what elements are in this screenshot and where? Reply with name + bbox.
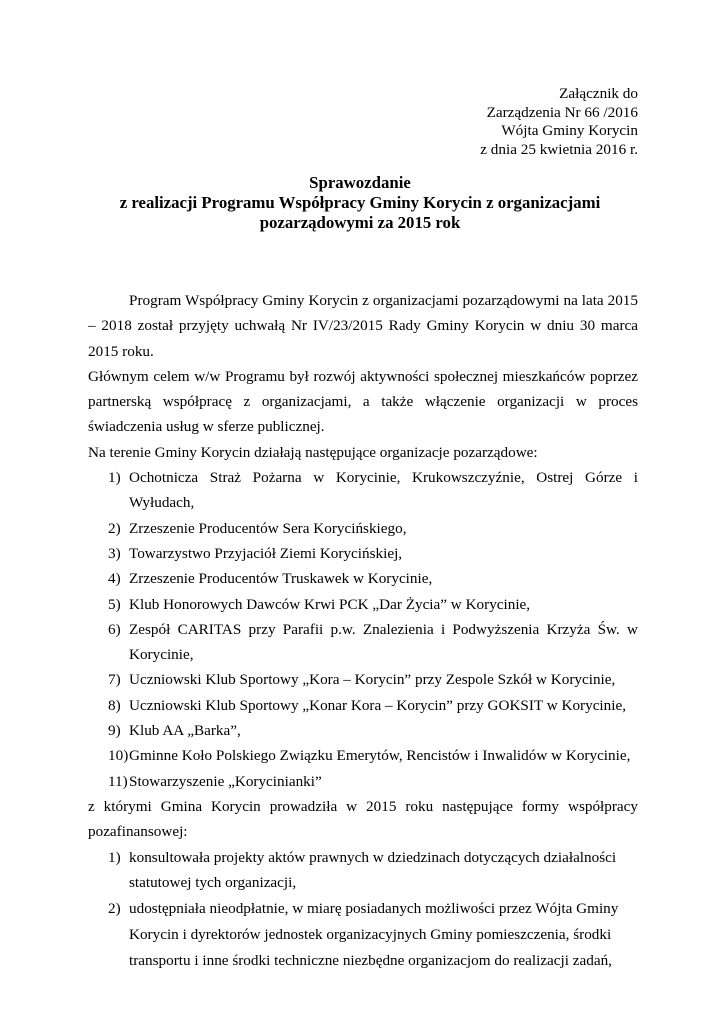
list-item	[88, 896, 638, 973]
list-item-text: Stowarzyszenie „Korycinianki”	[129, 772, 322, 790]
list-item	[88, 743, 638, 768]
attachment-line-2: Zarządzenia Nr 66 /2016	[486, 103, 638, 121]
forms-intro-paragraph: z którymi Gmina Korycin prowadziła w 2015 roku następujące formy współpracy pozafinansowej:	[88, 797, 638, 841]
cooperation-forms-list	[88, 845, 638, 974]
list-item-line: konsultowała projekty aktów prawnych w dziedzinach dotyczących działalności	[129, 848, 617, 866]
list-item-number: 9)	[108, 722, 121, 740]
document-title	[100, 173, 620, 233]
list-item	[88, 516, 638, 541]
intro-paragraph: Program Współpracy Gminy Korycin z organizacjami pozarządowymi na lata 2015 – 2018 został przyjęty uchwałą Nr IV/23/2015 Rady Gminy Korycin w dniu 30 marca 2015 roku.	[88, 292, 638, 360]
list-item-number: 1)	[108, 469, 121, 487]
list-item-text: Klub AA „Barka”,	[129, 722, 241, 740]
list-item-number: 3)	[108, 544, 121, 562]
attachment-line-4: z dnia 25 kwietnia 2016 r.	[480, 140, 638, 158]
list-item-line: udostępniała nieodpłatnie, w miarę posiadanych możliwości przez Wójta Gminy	[129, 900, 619, 918]
list-item-text: Klub Honorowych Dawców Krwi PCK „Dar Życia” w Korycinie,	[129, 595, 531, 613]
list-item	[88, 718, 638, 743]
list-item-number: 5)	[108, 595, 121, 613]
attachment-note	[338, 85, 638, 159]
attachment-line-1: Załącznik do	[559, 85, 638, 102]
title-line-1: Sprawozdanie	[309, 173, 411, 192]
goal-paragraph: Głównym celem w/w Programu był rozwój aktywności społecznej mieszkańców poprzez partnerską współpracę z organizacjami, a także włączenie organizacji w proces świadczenia usług w sferze publicznej.	[88, 367, 638, 436]
list-item	[88, 465, 638, 516]
list-item-text: Towarzystwo Przyjaciół Ziemi Korycińskiej,	[129, 544, 403, 562]
list-item-line: statutowej tych organizacji,	[129, 874, 297, 892]
title-line-2: z realizacji Programu Współpracy Gminy Korycin z organizacjami	[119, 193, 601, 212]
attachment-line-3: Wójta Gminy Korycin	[501, 122, 638, 139]
orgs-intro-paragraph: Na terenie Gminy Korycin działają następujące organizacje pozarządowe:	[88, 443, 538, 461]
list-item-text: Gminne Koło Polskiego Związku Emerytów, Rencistów i Inwalidów w Korycinie,	[129, 747, 631, 765]
list-item	[88, 667, 638, 692]
list-item	[88, 592, 638, 617]
list-item-number: 1)	[108, 848, 121, 866]
list-item	[88, 769, 638, 794]
list-item-text: Uczniowski Klub Sportowy „Konar Kora – Korycin” przy GOKSIT w Korycinie,	[129, 696, 627, 714]
list-item-number: 8)	[108, 696, 121, 714]
list-item-text: Uczniowski Klub Sportowy „Kora – Korycin” przy Zespole Szkół w Korycinie,	[129, 671, 616, 689]
list-item	[88, 617, 638, 668]
organizations-list	[88, 465, 638, 794]
list-item-number: 10)	[108, 747, 129, 765]
list-item-text: Ochotnicza Straż Pożarna w Korycinie, Krukowszczyźnie, Ostrej Górze i Wyłudach,	[129, 469, 638, 512]
list-item	[88, 566, 638, 591]
list-item-number: 2)	[108, 519, 121, 537]
list-item-number: 11)	[108, 772, 128, 790]
list-item	[88, 845, 638, 897]
list-item-text: Zrzeszenie Producentów Truskawek w Korycinie,	[129, 570, 433, 588]
title-line-3: pozarządowymi za 2015 rok	[259, 213, 461, 232]
list-item-number: 2)	[108, 900, 121, 918]
list-item-text: Zespół CARITAS przy Parafii p.w. Znalezienia i Podwyższenia Krzyża Św. w Korycinie,	[129, 620, 638, 664]
list-item-text	[129, 845, 638, 897]
list-item-number: 4)	[108, 570, 121, 588]
list-item	[88, 541, 638, 566]
list-item	[88, 693, 638, 718]
list-item-number: 6)	[108, 620, 121, 638]
document-body	[88, 288, 638, 974]
list-item-text: Zrzeszenie Producentów Sera Korycińskiego,	[129, 519, 407, 537]
list-item-line: Korycin i dyrektorów jednostek organizacyjnych Gminy pomieszczenia, środki	[129, 925, 612, 943]
list-item-text	[129, 896, 638, 973]
list-item-line: transportu i inne środki techniczne niezbędne organizacjom do realizacji zadań,	[129, 951, 612, 969]
list-item-number: 7)	[108, 671, 121, 689]
